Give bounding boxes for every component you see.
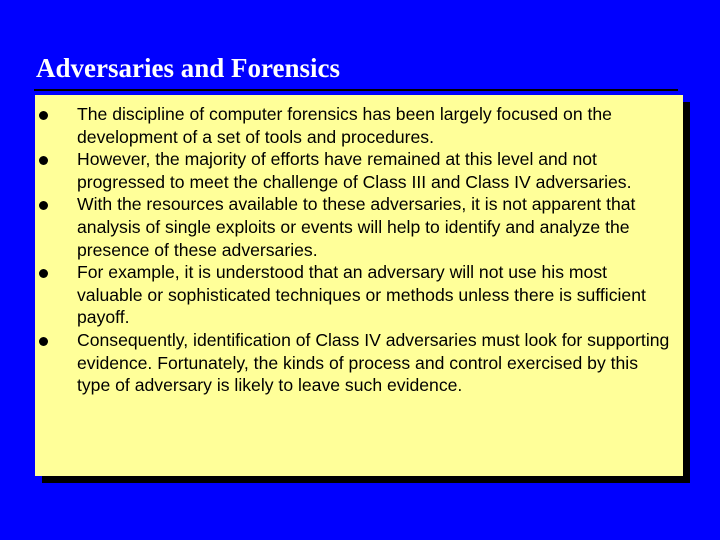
bullet-text: For example, it is understood that an adversary will not use his most valuable or sophisticated techniques or methods unless there is sufficient payoff. [77, 262, 646, 328]
bullet-item [35, 329, 683, 397]
bullet-list [35, 95, 683, 397]
bullet-item [35, 148, 683, 193]
bullet-text: The discipline of computer forensics has been largely focused on the development of a set of tools and procedures. [77, 104, 612, 147]
bullet-item [35, 103, 683, 148]
bullet-text: Consequently, identification of Class IV adversaries must look for supporting evidence. Fortunately, the kinds of process and control exercised by this type of adversary is likely to leave such evidence. [77, 329, 670, 396]
bullet-text: However, the majority of efforts have remained at this level and not progressed to meet the challenge of Class III and Class IV adversaries. [77, 149, 632, 192]
bullet-item [35, 193, 683, 261]
bullet-dot-icon [39, 111, 48, 120]
bullet-dot-icon [39, 201, 48, 210]
bullet-dot-icon [39, 269, 48, 278]
title-divider [34, 89, 678, 91]
bullet-dot-icon [39, 337, 48, 346]
bullet-item [35, 261, 683, 329]
bullet-text: With the resources available to these adversaries, it is not apparent that analysis of single exploits or events will help to identify and analyze the presence of these adversaries. [77, 194, 636, 260]
slide-title: Adversaries and Forensics [36, 53, 340, 83]
bullet-dot-icon [39, 156, 48, 165]
content-box [35, 95, 683, 476]
